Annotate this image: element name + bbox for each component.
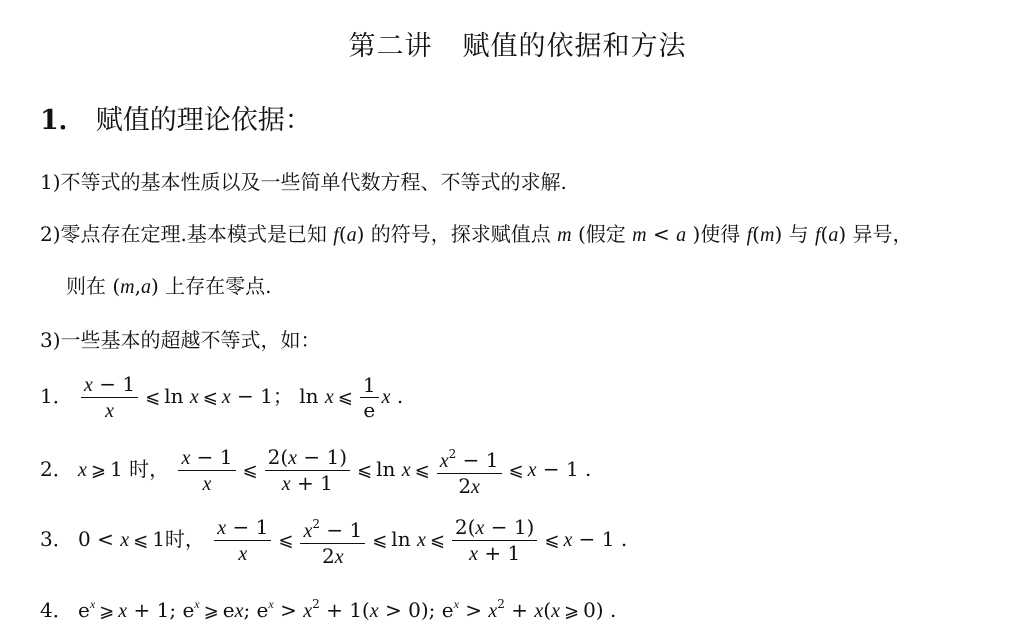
section-number: 1． <box>40 105 86 136</box>
inequality-4: 4． $e^x$ ⩾ x + 1; $e^x$ ⩾ ex; $e^x > x^2 + 1(x > 0)$; $e^x > x^2 + x(x$ ⩾ 0) . <box>40 597 617 622</box>
item-1: 1)不等式的基本性质以及一些简单代数方程、不等式的求解. <box>40 170 567 194</box>
lecture-title: 赋值的依据和方法 <box>462 31 687 62</box>
item-3: 3)一些基本的超越不等式，如： <box>40 328 321 352</box>
inequality-2: 2． x ⩾ 1 时， $\frac{x - 1}{x}$ ⩽ $\frac{2(x - 1)}{x + 1}$ ⩽ ln x ⩽ $\frac{x^2 - 1}{2x}$ ⩽ x − 1 . <box>40 442 591 499</box>
page-title <box>0 24 1035 63</box>
lecture-number: 第二讲 <box>348 31 433 62</box>
inequality-1: 1． $\frac{x - 1}{x}$ ⩽ ln x ⩽ x − 1； ln x ⩽ $\frac{1}{e}$ x . <box>40 372 404 422</box>
section-heading <box>40 98 312 137</box>
inequality-3: 3． 0 < x ⩽ 1时， $\frac{x - 1}{x}$ ⩽ $\frac{x^2 - 1}{2x}$ ⩽ ln x ⩽ $\frac{2(x - 1)}{x + 1}$ ⩽ x − 1 . <box>40 512 627 569</box>
section-title: 赋值的理论依据： <box>95 105 312 136</box>
item-2: 2)零点存在定理.基本模式是已知 f(a) 的符号，探求赋值点 m (假定 m < a )使得 f(m) 与 f(a) 异号， <box>40 222 913 246</box>
item-2-continuation: 则在 (m,a) 上存在零点. <box>66 274 272 298</box>
